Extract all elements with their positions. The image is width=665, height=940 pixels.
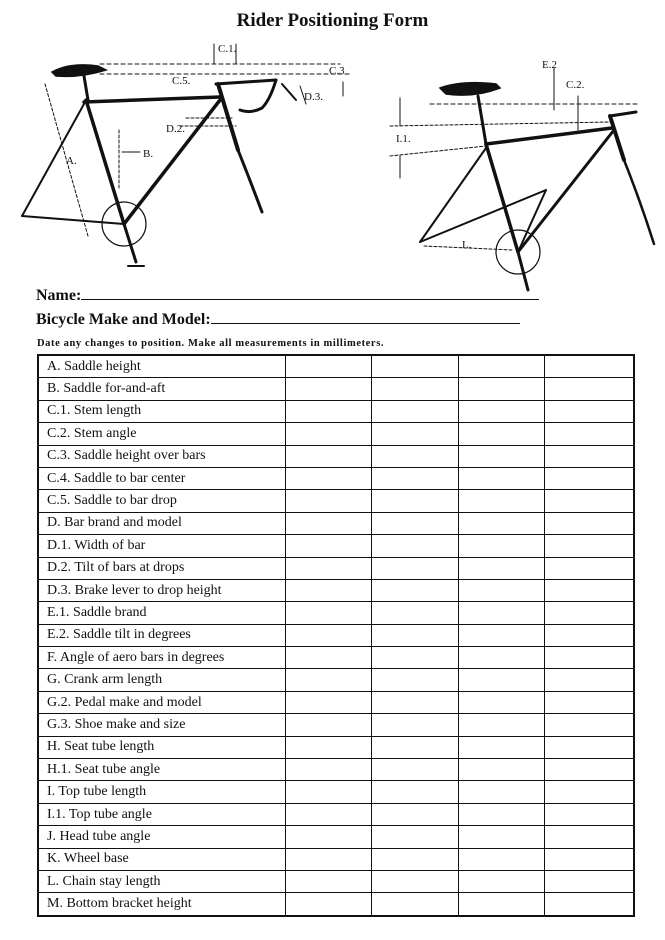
table-row: [38, 378, 634, 400]
row-label: G.2. Pedal make and model: [38, 691, 285, 713]
entry-cell[interactable]: [285, 714, 371, 736]
entry-cell[interactable]: [285, 870, 371, 892]
row-label: F. Angle of aero bars in degrees: [38, 647, 285, 669]
entry-cell[interactable]: [544, 893, 634, 916]
row-label: C.2. Stem angle: [38, 423, 285, 445]
bike-frame-right: [390, 68, 654, 290]
entry-cell[interactable]: [544, 512, 634, 534]
entry-cell[interactable]: [544, 848, 634, 870]
row-label: D.1. Width of bar: [38, 535, 285, 557]
table-row: [38, 803, 634, 825]
entry-cell[interactable]: [544, 870, 634, 892]
entry-cell[interactable]: [285, 557, 371, 579]
entry-cell[interactable]: [458, 423, 544, 445]
table-row: [38, 647, 634, 669]
row-label: K. Wheel base: [38, 848, 285, 870]
label-e2: E.2: [542, 59, 557, 71]
entry-cell[interactable]: [285, 579, 371, 601]
table-row: [38, 512, 634, 534]
row-label: H. Seat tube length: [38, 736, 285, 758]
entry-cell[interactable]: [544, 355, 634, 378]
entry-cell[interactable]: [544, 557, 634, 579]
entry-cell[interactable]: [544, 691, 634, 713]
row-label: H.1. Seat tube angle: [38, 759, 285, 781]
table-row: [38, 759, 634, 781]
entry-cell[interactable]: [458, 355, 544, 378]
entry-cell[interactable]: [544, 378, 634, 400]
entry-cell[interactable]: [458, 647, 544, 669]
entry-cell[interactable]: [371, 355, 458, 378]
entry-cell[interactable]: [371, 378, 458, 400]
entry-cell[interactable]: [371, 512, 458, 534]
label-i1: I.1.: [396, 133, 411, 145]
row-label: I. Top tube length: [38, 781, 285, 803]
row-label: D. Bar brand and model: [38, 512, 285, 534]
row-label: A. Saddle height: [38, 355, 285, 378]
entry-cell[interactable]: [371, 736, 458, 758]
entry-cell[interactable]: [544, 423, 634, 445]
table-row: [38, 848, 634, 870]
entry-cell[interactable]: [458, 467, 544, 489]
label-c5: C.5.: [172, 75, 191, 87]
entry-cell[interactable]: [285, 624, 371, 646]
entry-cell[interactable]: [544, 624, 634, 646]
entry-cell[interactable]: [544, 826, 634, 848]
entry-cell[interactable]: [458, 512, 544, 534]
table-row: [38, 400, 634, 422]
entry-cell[interactable]: [371, 602, 458, 624]
entry-cell[interactable]: [285, 467, 371, 489]
entry-cell[interactable]: [371, 445, 458, 467]
entry-cell[interactable]: [544, 579, 634, 601]
row-label: J. Head tube angle: [38, 826, 285, 848]
entry-cell[interactable]: [458, 736, 544, 758]
table-row: [38, 602, 634, 624]
entry-cell[interactable]: [371, 714, 458, 736]
entry-cell[interactable]: [458, 557, 544, 579]
entry-cell[interactable]: [285, 736, 371, 758]
form-title: Rider Positioning Form: [236, 10, 429, 31]
entry-cell[interactable]: [371, 400, 458, 422]
entry-cell[interactable]: [544, 445, 634, 467]
row-label: C.1. Stem length: [38, 400, 285, 422]
entry-cell[interactable]: [371, 624, 458, 646]
entry-cell[interactable]: [371, 535, 458, 557]
row-label: C.3. Saddle height over bars: [38, 445, 285, 467]
entry-cell[interactable]: [458, 602, 544, 624]
entry-cell[interactable]: [371, 691, 458, 713]
entry-cell[interactable]: [285, 803, 371, 825]
label-c1: C.1.: [218, 43, 237, 55]
table-row: [38, 826, 634, 848]
table-row: [38, 423, 634, 445]
entry-cell[interactable]: [285, 355, 371, 378]
table-row: [38, 736, 634, 758]
entry-cell[interactable]: [285, 848, 371, 870]
row-label: B. Saddle for-and-aft: [38, 378, 285, 400]
entry-cell[interactable]: [285, 691, 371, 713]
entry-cell[interactable]: [371, 781, 458, 803]
entry-cell[interactable]: [371, 759, 458, 781]
entry-cell[interactable]: [458, 893, 544, 916]
row-label: E.2. Saddle tilt in degrees: [38, 624, 285, 646]
row-label: G.3. Shoe make and size: [38, 714, 285, 736]
table-row: [38, 714, 634, 736]
entry-cell[interactable]: [458, 445, 544, 467]
label-d2: D.2.: [166, 123, 185, 135]
label-a: A.: [66, 155, 77, 167]
row-label: D.3. Brake lever to drop height: [38, 579, 285, 601]
entry-cell[interactable]: [544, 467, 634, 489]
entry-cell[interactable]: [544, 759, 634, 781]
bike-label: Bicycle Make and Model:: [36, 311, 211, 328]
name-field[interactable]: [36, 287, 539, 305]
entry-cell[interactable]: [544, 535, 634, 557]
label-c3: C.3: [329, 65, 345, 77]
table-row: [38, 669, 634, 691]
entry-cell[interactable]: [458, 400, 544, 422]
entry-cell[interactable]: [544, 736, 634, 758]
entry-cell[interactable]: [371, 826, 458, 848]
table-row: [38, 445, 634, 467]
row-label: C.4. Saddle to bar center: [38, 467, 285, 489]
entry-cell[interactable]: [458, 759, 544, 781]
name-blank-line[interactable]: [81, 299, 539, 300]
row-label: E.1. Saddle brand: [38, 602, 285, 624]
label-d3: D.3.: [304, 91, 323, 103]
label-b: B.: [143, 148, 154, 160]
entry-cell[interactable]: [458, 848, 544, 870]
entry-cell[interactable]: [285, 893, 371, 916]
entry-cell[interactable]: [458, 378, 544, 400]
row-label: M. Bottom bracket height: [38, 893, 285, 916]
bike-blank-line[interactable]: [211, 323, 520, 324]
entry-cell[interactable]: [544, 490, 634, 512]
entry-cell[interactable]: [371, 647, 458, 669]
entry-cell[interactable]: [458, 579, 544, 601]
entry-cell[interactable]: [285, 826, 371, 848]
table-row: [38, 870, 634, 892]
name-label: Name:: [36, 287, 82, 304]
entry-cell[interactable]: [285, 512, 371, 534]
row-label: D.2. Tilt of bars at drops: [38, 557, 285, 579]
table-row: [38, 624, 634, 646]
table-row: [38, 893, 634, 916]
entry-cell[interactable]: [458, 535, 544, 557]
instructions: Date any changes to position. Make all measurements in millimeters.: [37, 338, 385, 349]
bike-field[interactable]: [36, 311, 520, 329]
entry-cell[interactable]: [371, 803, 458, 825]
entry-cell[interactable]: [458, 803, 544, 825]
entry-cell[interactable]: [371, 870, 458, 892]
entry-cell[interactable]: [371, 423, 458, 445]
bike-diagram-right: [0, 0, 665, 300]
table-row: [38, 691, 634, 713]
entry-cell[interactable]: [458, 691, 544, 713]
row-label: L. Chain stay length: [38, 870, 285, 892]
measurements-table: [37, 354, 635, 917]
entry-cell[interactable]: [458, 669, 544, 691]
row-label: I.1. Top tube angle: [38, 803, 285, 825]
entry-cell[interactable]: [371, 669, 458, 691]
table-row: [38, 355, 634, 378]
entry-cell[interactable]: [544, 714, 634, 736]
table-row: [38, 490, 634, 512]
entry-cell[interactable]: [285, 535, 371, 557]
entry-cell[interactable]: [285, 759, 371, 781]
table-row: [38, 557, 634, 579]
entry-cell[interactable]: [371, 557, 458, 579]
entry-cell[interactable]: [285, 445, 371, 467]
entry-cell[interactable]: [544, 400, 634, 422]
entry-cell[interactable]: [285, 602, 371, 624]
entry-cell[interactable]: [458, 781, 544, 803]
entry-cell[interactable]: [285, 378, 371, 400]
entry-cell[interactable]: [285, 781, 371, 803]
entry-cell[interactable]: [544, 669, 634, 691]
entry-cell[interactable]: [458, 490, 544, 512]
table-row: [38, 781, 634, 803]
table-row: [38, 535, 634, 557]
entry-cell[interactable]: [285, 400, 371, 422]
label-c2: C.2.: [566, 79, 585, 91]
entry-cell[interactable]: [371, 893, 458, 916]
entry-cell[interactable]: [371, 490, 458, 512]
entry-cell[interactable]: [285, 490, 371, 512]
entry-cell[interactable]: [544, 781, 634, 803]
entry-cell[interactable]: [458, 714, 544, 736]
entry-cell[interactable]: [544, 647, 634, 669]
entry-cell[interactable]: [544, 602, 634, 624]
table-row: [38, 467, 634, 489]
row-label: G. Crank arm length: [38, 669, 285, 691]
entry-cell[interactable]: [285, 423, 371, 445]
entry-cell[interactable]: [544, 803, 634, 825]
row-label: C.5. Saddle to bar drop: [38, 490, 285, 512]
label-l: L.: [462, 239, 472, 251]
entry-cell[interactable]: [458, 826, 544, 848]
entry-cell[interactable]: [285, 647, 371, 669]
entry-cell[interactable]: [458, 870, 544, 892]
entry-cell[interactable]: [285, 669, 371, 691]
entry-cell[interactable]: [371, 848, 458, 870]
entry-cell[interactable]: [458, 624, 544, 646]
table-row: [38, 579, 634, 601]
entry-cell[interactable]: [371, 467, 458, 489]
entry-cell[interactable]: [371, 579, 458, 601]
